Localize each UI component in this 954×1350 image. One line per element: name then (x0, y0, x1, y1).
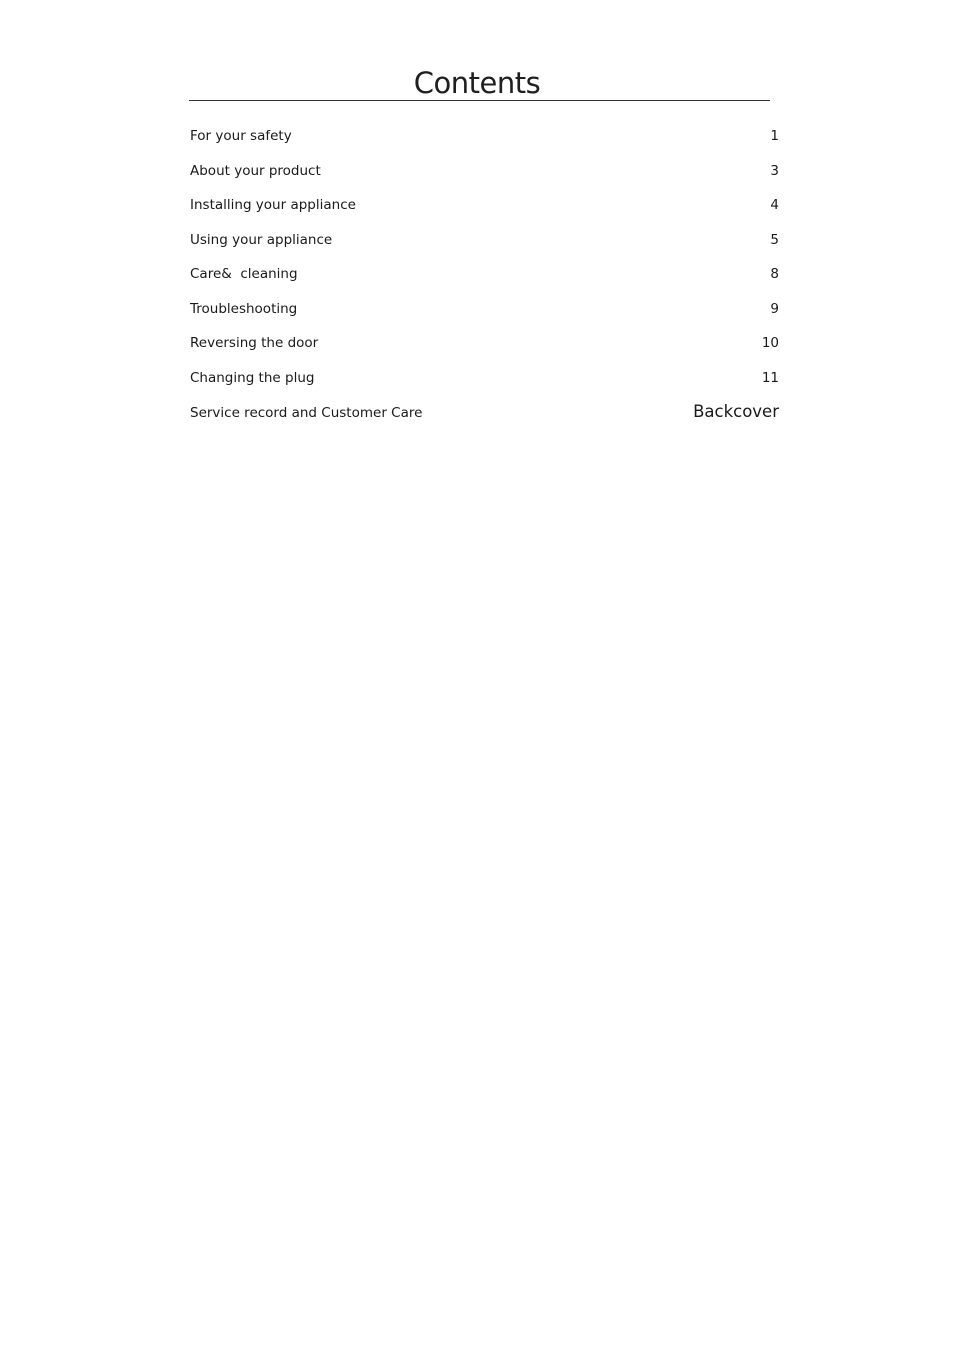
toc-entry-page: 1 (770, 128, 779, 144)
toc-entry-reversing-the-door[interactable] (190, 331, 779, 366)
toc-entry-label: Reversing the door (190, 335, 319, 351)
toc-entry-service-record[interactable] (190, 400, 779, 435)
title-underline (189, 100, 770, 101)
toc-entry-label: Using your appliance (190, 231, 333, 248)
toc-dot-leader (324, 163, 755, 175)
toc-dot-leader (321, 335, 755, 347)
toc-entry-installing-your-appliance[interactable] (190, 193, 779, 228)
toc-dot-leader (429, 405, 689, 417)
toc-entry-label: Care& cleaning (190, 266, 298, 282)
toc-entry-label: For your safety (190, 128, 292, 144)
toc-entry-page: 11 (761, 369, 779, 386)
toc-entry-for-your-safety[interactable] (190, 124, 779, 159)
toc-dot-leader (335, 232, 755, 244)
toc-entry-changing-the-plug[interactable] (190, 366, 779, 401)
toc-entry-label: About your product (190, 162, 321, 179)
toc-dot-leader (295, 128, 755, 140)
toc-entry-page: Backcover (693, 402, 779, 421)
toc-entry-page: 5 (770, 231, 779, 248)
toc-dot-leader (359, 197, 755, 209)
page-title: Contents (413, 66, 541, 100)
toc-entry-label: Changing the plug (190, 369, 315, 386)
toc-entry-page: 8 (770, 266, 779, 282)
toc-entry-page: 10 (761, 335, 779, 351)
toc-entry-label: Installing your appliance (190, 197, 356, 213)
toc-dot-leader (317, 370, 755, 382)
toc-entry-care-cleaning[interactable] (190, 262, 779, 297)
table-of-contents (190, 124, 779, 435)
toc-entry-label: Service record and Customer Care (190, 405, 423, 421)
toc-entry-about-your-product[interactable] (190, 159, 779, 194)
toc-entry-using-your-appliance[interactable] (190, 228, 779, 263)
toc-dot-leader (301, 266, 755, 278)
toc-entry-page: 9 (770, 300, 779, 317)
toc-entry-page: 4 (770, 197, 779, 213)
toc-entry-label: Troubleshooting (190, 300, 298, 317)
toc-entry-troubleshooting[interactable] (190, 297, 779, 332)
toc-dot-leader (300, 301, 755, 313)
toc-entry-page: 3 (770, 162, 779, 179)
